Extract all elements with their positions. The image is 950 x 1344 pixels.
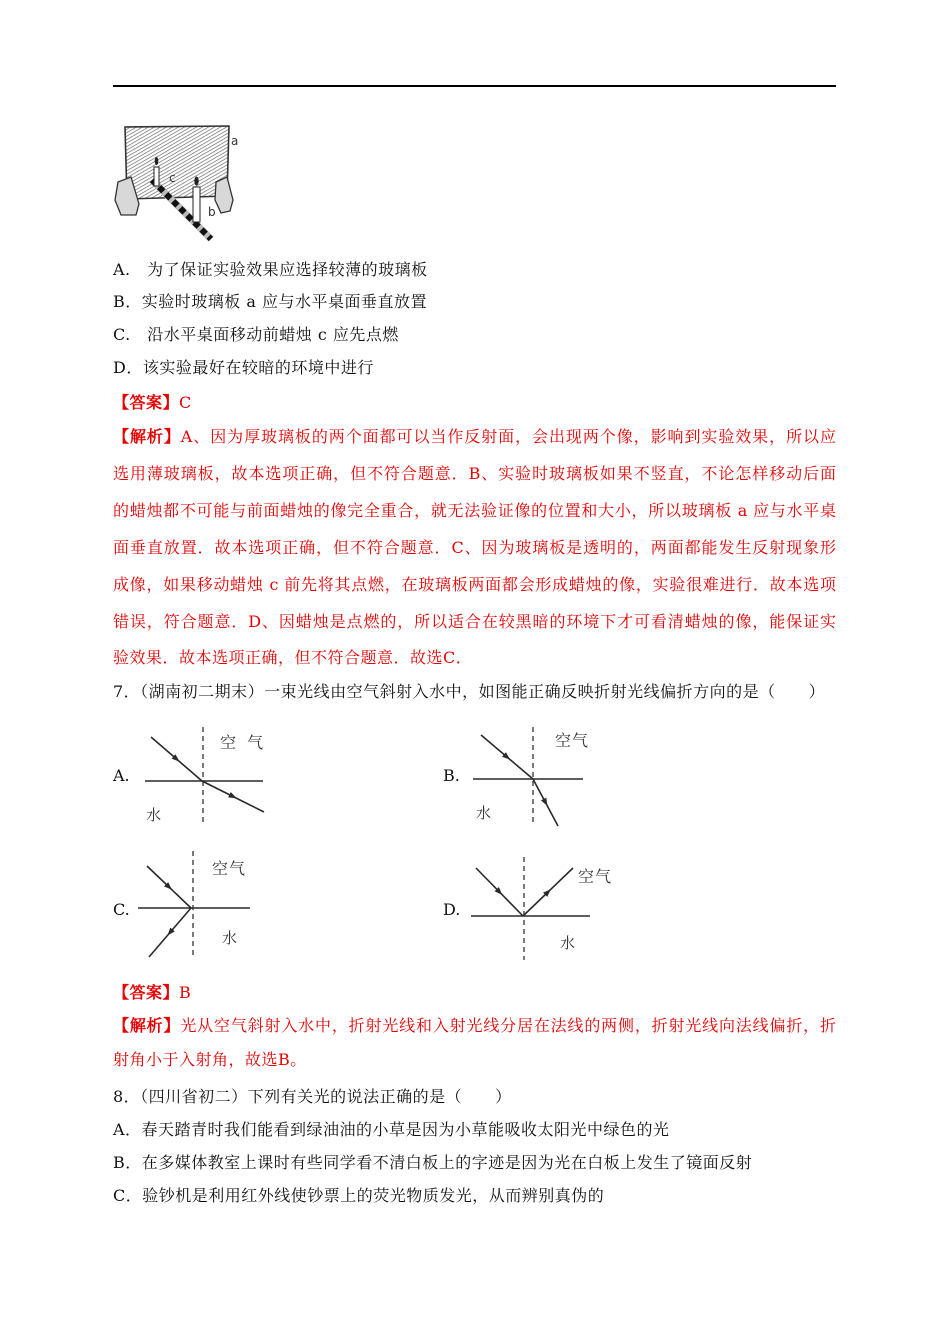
- air-label: 空气: [555, 731, 590, 750]
- right-support: [215, 177, 233, 213]
- incident-ray: [147, 866, 191, 908]
- q7-analysis-line-2: 射角小于入射角，故选B。: [113, 1050, 307, 1069]
- candle-b: [193, 187, 200, 222]
- q6-answer-label: 【答案】: [113, 393, 180, 412]
- candle-c: [154, 167, 159, 186]
- q7-diagram-a: [140, 720, 275, 830]
- candle-c-flame: [155, 157, 159, 165]
- q8-option-c: C．验钞机是利用红外线使钞票上的荧光物质发光，从而辨别真伪的: [113, 1186, 605, 1205]
- refracted-ray: [149, 908, 191, 957]
- refracted-ray: [202, 781, 264, 812]
- q6-answer-value: C: [179, 393, 192, 412]
- air-label: 空气: [212, 859, 247, 878]
- q6-analysis-text-1: A、因为厚玻璃板的两个面都可以当作反射面，会出现两个像，影响到实验效果，所以应: [180, 427, 836, 446]
- q7-answer-label: 【答案】: [113, 983, 180, 1002]
- refracted-ray: [533, 779, 558, 826]
- glass-plate-experiment-figure: [112, 120, 247, 245]
- incident-ray: [151, 737, 202, 781]
- q6-option-a: A. 为了保证实验效果应选择较薄的玻璃板: [113, 260, 428, 279]
- q7-analysis-label: 【解析】: [113, 1016, 181, 1035]
- water-label: 水: [476, 804, 492, 822]
- q6-option-b: B．实验时玻璃板 a 应与水平桌面垂直放置: [113, 292, 427, 311]
- q6-answer: [113, 393, 192, 413]
- q7-option-b-label: B.: [443, 766, 460, 785]
- q7-analysis-line-1: [113, 1016, 836, 1036]
- q8-option-b: B．在多媒体教室上课时有些同学看不清白板上的字迹是因为光在白板上发生了镜面反射: [113, 1153, 753, 1172]
- q6-option-d: D．该实验最好在较暗的环境中进行: [113, 358, 374, 377]
- q6-analysis-line-2: 选用薄玻璃板，故本选项正确，但不符合题意．B、实验时玻璃板如果不竖直，不论怎样移动后面: [113, 464, 836, 483]
- q7-answer: [113, 983, 191, 1003]
- q7-diagram-c: [133, 845, 258, 963]
- air-label: 空 气: [220, 733, 267, 752]
- q6-analysis-line-7: 验效果．故本选项正确，但不符合题意．故选C．: [113, 648, 473, 667]
- water-label: 水: [146, 806, 162, 824]
- q6-analysis-line-6: 错误，符合题意．D、因蜡烛是点燃的，所以适合在较黑暗的环境下才可看清蜡烛的像，能保证实: [113, 612, 836, 631]
- reflected-ray: [523, 868, 573, 916]
- water-label: 水: [222, 929, 238, 947]
- q7-stem: 7．（湖南初二期末）一束光线由空气斜射入水中，如图能正确反映折射光线偏折方向的是（ ）: [113, 682, 826, 701]
- label-a: a: [231, 134, 239, 148]
- candle-b-flame: [194, 177, 198, 186]
- q7-answer-value: B: [179, 983, 192, 1002]
- label-c: c: [169, 171, 176, 185]
- header-rule: [113, 85, 836, 87]
- label-b: b: [208, 205, 216, 219]
- q6-analysis-line-4: 面垂直放置．故本选项正确，但不符合题意．C、因为玻璃板是透明的，两面都能发生反射现象形: [113, 538, 836, 557]
- q6-analysis-label: 【解析】: [113, 427, 181, 446]
- glass-plate: [125, 126, 229, 199]
- q7-option-d-label: D.: [443, 900, 461, 919]
- q7-diagram-b: [470, 720, 600, 832]
- q6-analysis-line-1: [113, 427, 836, 447]
- q7-diagram-d: [465, 850, 620, 965]
- q7-option-a-label: A.: [113, 766, 130, 785]
- water-label: 水: [560, 934, 576, 952]
- incident-ray: [481, 735, 533, 779]
- q8-option-a: A．春天踏青时我们能看到绿油油的小草是因为小草能吸收太阳光中绿色的光: [113, 1120, 670, 1139]
- q8-stem: 8．（四川省初二）下列有关光的说法正确的是（ ）: [113, 1087, 512, 1106]
- incident-ray: [476, 868, 523, 916]
- q7-analysis-text-1: 光从空气斜射入水中，折射光线和入射光线分居在法线的两侧，折射光线向法线偏折，折: [180, 1016, 836, 1035]
- air-label: 空气: [578, 867, 613, 886]
- q7-option-c-label: C.: [113, 900, 130, 919]
- q6-option-c: C. 沿水平桌面移动前蜡烛 c 应先点燃: [113, 325, 399, 344]
- q6-analysis-line-5: 成像，如果移动蜡烛 c 前先将其点燃，在玻璃板两面都会形成蜡烛的像，实验很难进行．故本选项: [113, 575, 836, 594]
- q6-analysis-line-3: 的蜡烛都不可能与前面蜡烛的像完全重合，就无法验证像的位置和大小，所以玻璃板 a 应与水平桌: [113, 501, 836, 520]
